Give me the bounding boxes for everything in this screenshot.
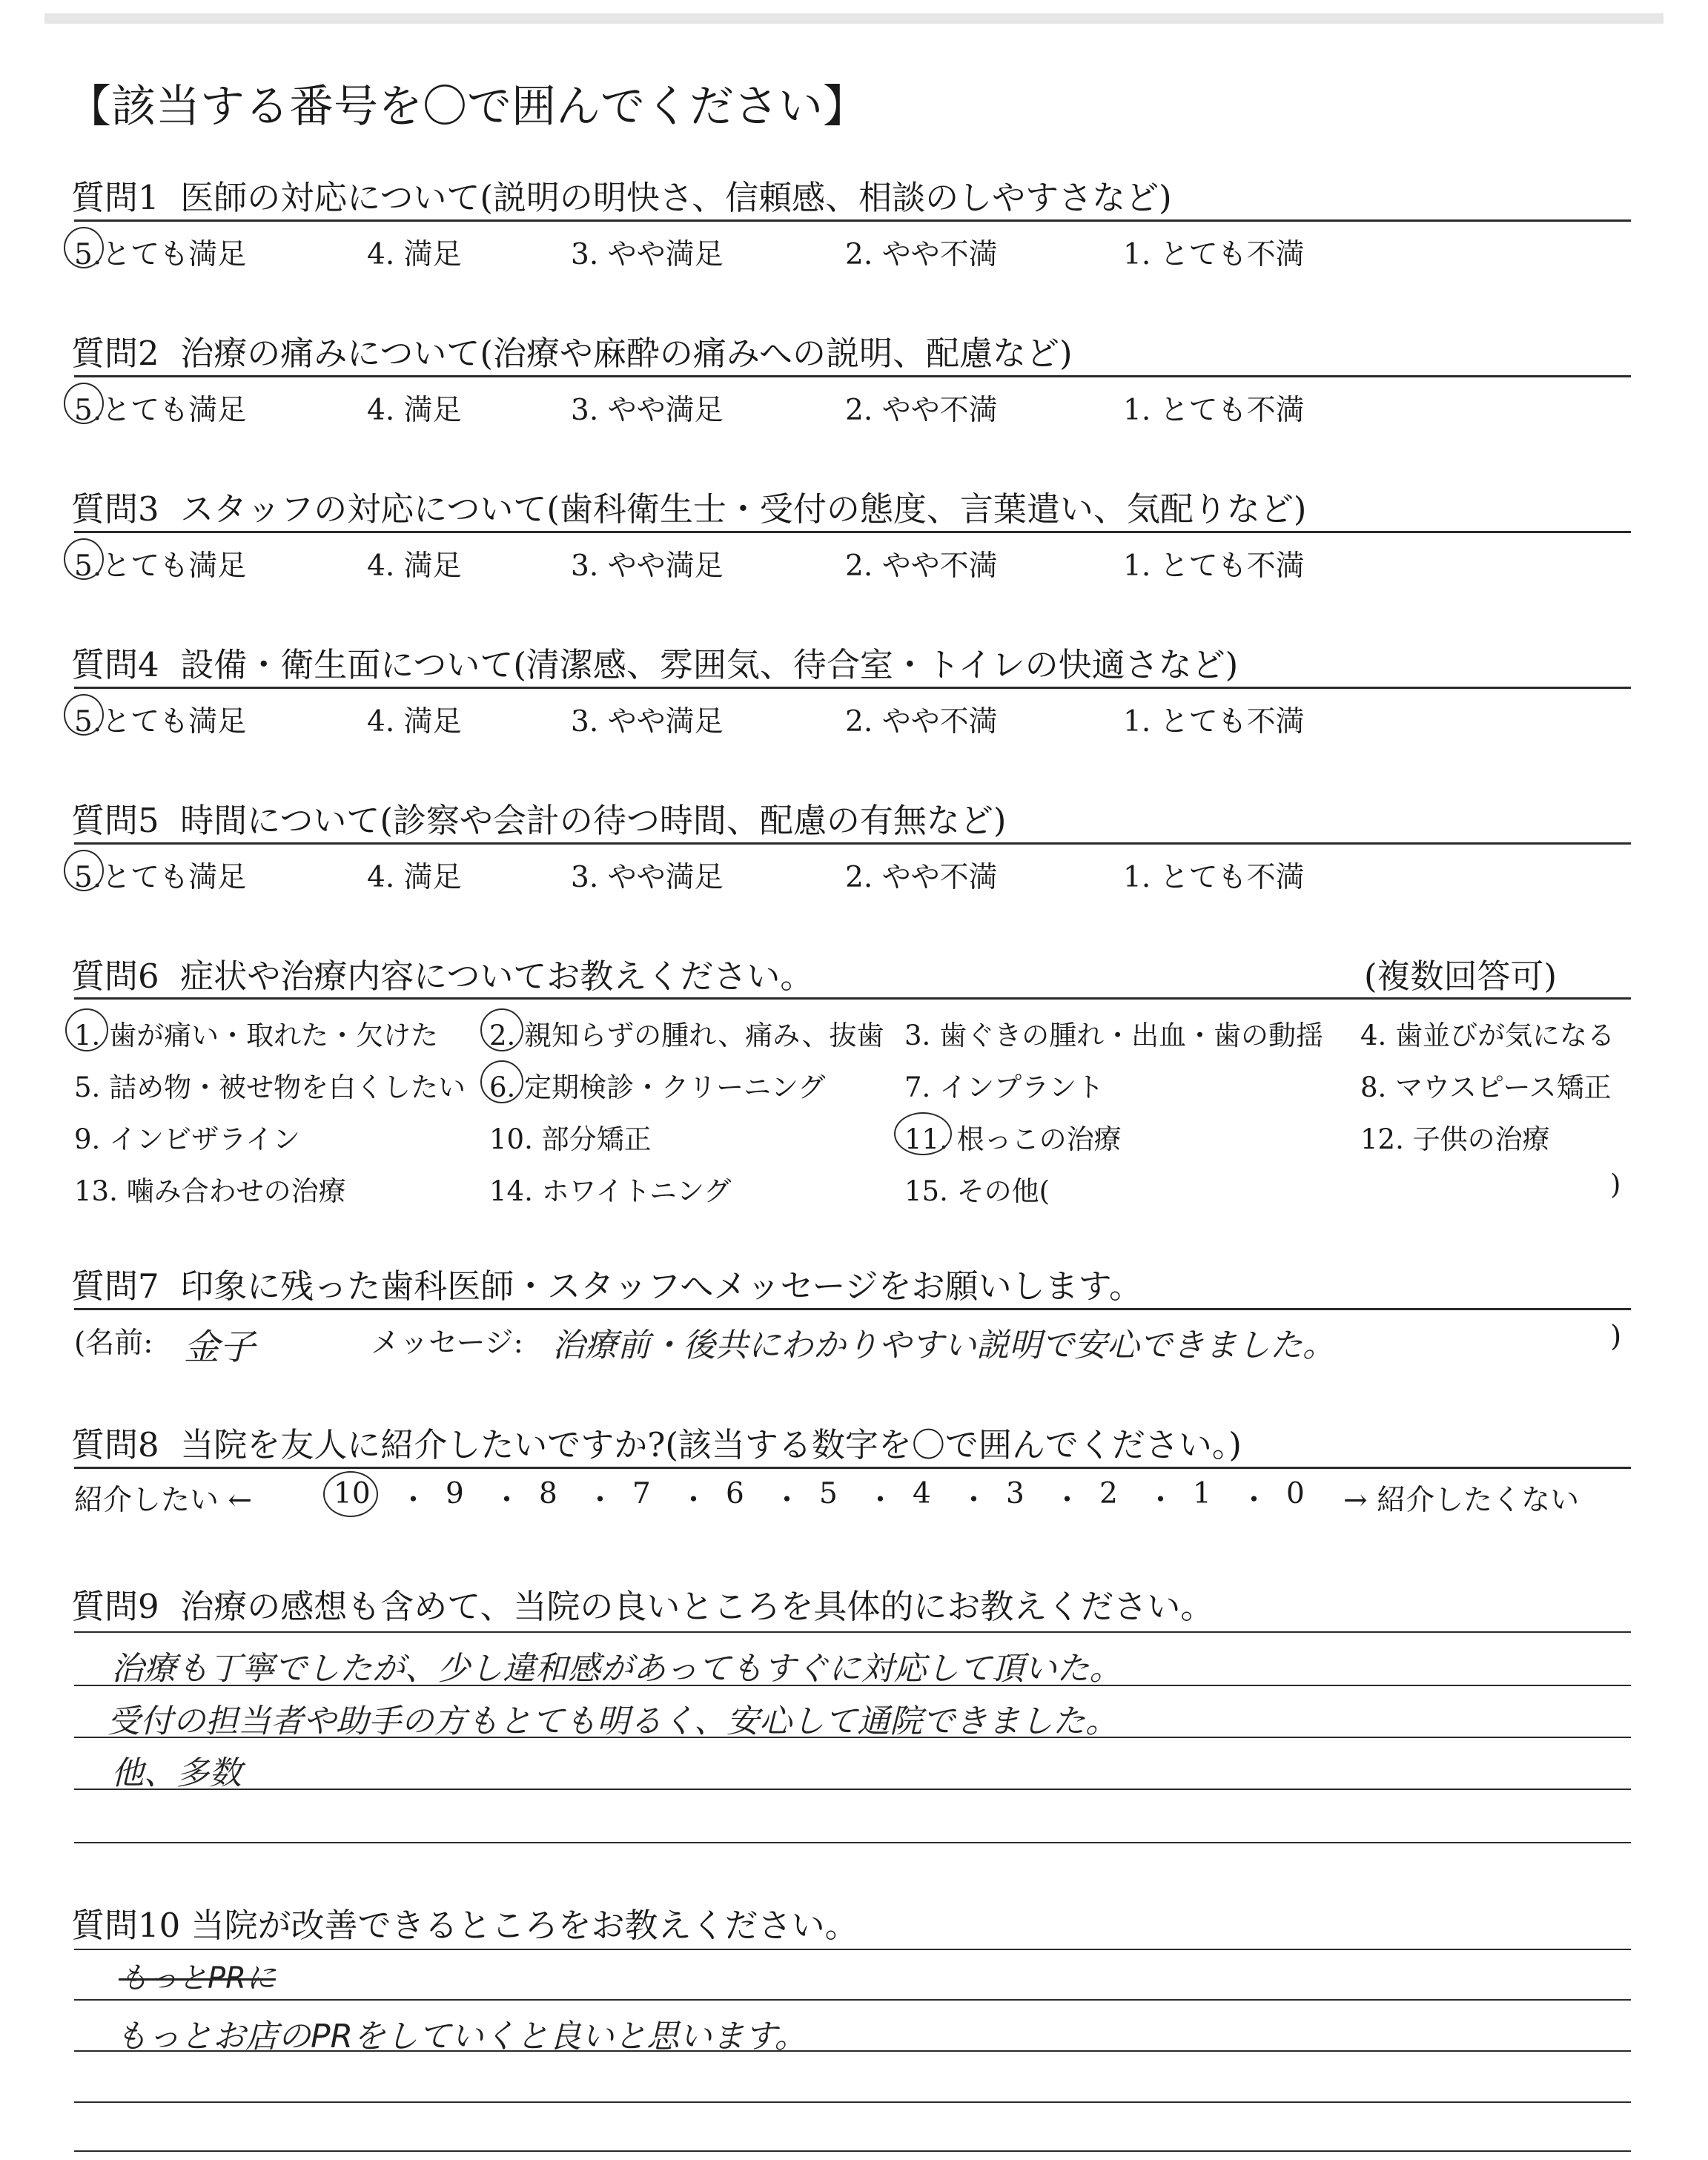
rating-option[interactable]: 2. やや不満 xyxy=(845,238,998,271)
q8-rule xyxy=(74,1467,1631,1469)
rating-option[interactable]: 4. 満足 xyxy=(367,705,462,739)
q7-close-paren: ) xyxy=(1610,1320,1622,1353)
selected-circle-mark xyxy=(64,538,104,580)
q8-label: 質問8 xyxy=(71,1425,159,1464)
question-text: 設備・衛生面について(清潔感、雰囲気、待合室・トイレの快適さなど) xyxy=(180,645,1239,684)
q6-text: 症状や治療内容についてお教えください。 xyxy=(180,957,814,996)
q9-text: 治療の感想も含めて、当院の良いところを具体的にお教えください。 xyxy=(180,1587,1214,1626)
scale-separator: ・ xyxy=(586,1484,615,1517)
rating-option[interactable]: 4. 満足 xyxy=(367,861,462,894)
scale-separator: ・ xyxy=(1146,1484,1176,1517)
q10-text: 当院が改善できるところをお教えください。 xyxy=(191,1906,858,1945)
q6-option[interactable]: 11. 根っこの治療 xyxy=(904,1123,1122,1155)
rating-option[interactable]: 4. 満足 xyxy=(367,394,462,427)
rating-option[interactable]: 4. 満足 xyxy=(367,549,462,583)
question-rule xyxy=(74,531,1631,533)
q7-rule xyxy=(74,1308,1631,1310)
scale-number[interactable]: 7 xyxy=(632,1477,651,1510)
q10-label: 質問10 xyxy=(71,1906,181,1945)
rating-option[interactable]: 5.とても満足 xyxy=(74,238,247,271)
scale-number[interactable]: 4 xyxy=(913,1477,931,1510)
q6-option[interactable]: 2. 親知らずの腫れ、痛み、抜歯 xyxy=(489,1020,884,1051)
q8-text: 当院を友人に紹介したいですか?(該当する数字を〇で囲んでください。) xyxy=(180,1425,1242,1464)
question-text: 時間について(診察や会計の待つ時間、配慮の有無など) xyxy=(180,801,1007,840)
q10-answer: もっとお店のPRをしていくと良いと思います。 xyxy=(115,2018,807,2055)
q9-heading xyxy=(71,1579,1214,1628)
question-label: 質問3 xyxy=(71,489,159,529)
scale-number[interactable]: 5 xyxy=(819,1477,838,1510)
q6-option[interactable]: 13. 噛み合わせの治療 xyxy=(74,1175,346,1207)
q6-label: 質問6 xyxy=(71,957,159,996)
question-rule xyxy=(74,842,1631,845)
rating-option[interactable]: 1. とても不満 xyxy=(1123,861,1305,894)
q6-option[interactable]: 7. インプラント xyxy=(904,1071,1105,1103)
question-text: 治療の痛みについて(治療や麻酔の痛みへの説明、配慮など) xyxy=(180,334,1073,373)
scale-separator: ・ xyxy=(1053,1484,1082,1517)
q6-option[interactable]: 10. 部分矯正 xyxy=(489,1123,652,1155)
selected-circle-mark xyxy=(480,1060,523,1103)
q9-answer-line: 治療も丁寧でしたが、少し違和感があってもすぐに対応して頂いた。 xyxy=(111,1650,1122,1688)
scale-number[interactable]: 0 xyxy=(1286,1477,1305,1510)
question-label: 質問4 xyxy=(71,645,159,684)
q7-label: 質問7 xyxy=(71,1266,159,1306)
q7-name-label: (名前: xyxy=(74,1327,153,1360)
q7-heading xyxy=(71,1259,1142,1307)
rating-option[interactable]: 2. やや不満 xyxy=(845,549,998,583)
rating-option[interactable]: 3. やや満足 xyxy=(571,549,724,583)
rating-option[interactable]: 5.とても満足 xyxy=(74,861,247,894)
scale-separator: ・ xyxy=(866,1484,896,1517)
q6-option[interactable]: 15. その他( xyxy=(904,1175,1050,1207)
scale-separator: ・ xyxy=(959,1484,989,1517)
q9-line xyxy=(74,1789,1631,1790)
rating-option[interactable]: 1. とても不満 xyxy=(1123,705,1305,739)
q10-line xyxy=(74,1999,1631,2001)
q10-line xyxy=(74,2150,1631,2152)
selected-circle-mark xyxy=(64,227,104,268)
q6-option[interactable]: 9. インビザライン xyxy=(74,1123,300,1155)
selected-circle-mark xyxy=(894,1112,952,1155)
scale-number[interactable]: 1 xyxy=(1193,1477,1211,1510)
q10-line xyxy=(74,2101,1631,2103)
rating-option[interactable]: 2. やや不満 xyxy=(845,394,998,427)
q7-name-value: 金子 xyxy=(184,1327,256,1368)
question-rule xyxy=(74,687,1631,689)
q6-option[interactable]: 14. ホワイトニング xyxy=(489,1175,732,1207)
q6-note: (複数回答可) xyxy=(1364,957,1558,996)
q6-rule xyxy=(74,997,1631,1000)
q6-option[interactable]: 8. マウスピース矯正 xyxy=(1360,1071,1612,1103)
rating-option[interactable]: 2. やや不満 xyxy=(845,861,998,894)
selected-circle-mark xyxy=(64,694,104,736)
scale-separator: ・ xyxy=(492,1484,522,1517)
scale-number[interactable]: 6 xyxy=(726,1477,744,1510)
q10-heading xyxy=(71,1898,858,1946)
scan-top-edge xyxy=(44,13,1664,24)
rating-option[interactable]: 5.とても満足 xyxy=(74,549,247,583)
question-text: 医師の対応について(説明の明快さ、信頼感、相談のしやすさなど) xyxy=(180,178,1172,217)
selected-circle-mark xyxy=(480,1008,523,1051)
q8-left-label: 紹介したい ← xyxy=(74,1484,253,1517)
q9-label: 質問9 xyxy=(71,1587,159,1626)
selected-circle-mark xyxy=(323,1471,378,1517)
q9-answer-line: 受付の担当者や助手の方もとても明るく、安心して通院できました。 xyxy=(107,1702,1119,1740)
q6-option[interactable]: 1. 歯が痛い・取れた・欠けた xyxy=(74,1020,439,1051)
rating-option[interactable]: 5.とても満足 xyxy=(74,394,247,427)
page-title: 【該当する番号を〇で囲んでください】 xyxy=(67,81,867,133)
question-rule xyxy=(74,219,1631,222)
q7-message-value: 治療前・後共にわかりやすい説明で安心できました。 xyxy=(552,1327,1335,1364)
q7-text: 印象に残った歯科医師・スタッフへメッセージをお願いします。 xyxy=(180,1266,1143,1306)
q6-option[interactable]: 12. 子供の治療 xyxy=(1360,1123,1550,1155)
rating-option[interactable]: 3. やや満足 xyxy=(571,394,724,427)
scale-separator: ・ xyxy=(679,1484,709,1517)
other-close-paren: ) xyxy=(1610,1169,1621,1200)
rating-option[interactable]: 5.とても満足 xyxy=(74,705,247,739)
question-label: 質問5 xyxy=(71,801,159,840)
selected-circle-mark xyxy=(64,850,104,891)
q6-option[interactable]: 3. 歯ぐきの腫れ・出血・歯の動揺 xyxy=(904,1020,1324,1051)
q6-option[interactable]: 6. 定期検診・クリーニング xyxy=(489,1071,826,1103)
question-heading xyxy=(71,171,1172,219)
question-heading xyxy=(71,638,1238,686)
question-text: スタッフの対応について(歯科衛生士・受付の態度、言葉遣い、気配りなど) xyxy=(180,489,1307,529)
rating-option[interactable]: 2. やや不満 xyxy=(845,705,998,739)
selected-circle-mark xyxy=(65,1008,108,1051)
scale-number[interactable]: 9 xyxy=(446,1477,464,1510)
q10-line xyxy=(74,1949,1631,1950)
rating-option[interactable]: 1. とても不満 xyxy=(1123,549,1305,583)
scale-separator: ・ xyxy=(399,1484,428,1517)
q6-heading xyxy=(71,949,813,997)
question-heading xyxy=(71,793,1006,842)
rating-option[interactable]: 1. とても不満 xyxy=(1123,394,1305,427)
question-heading xyxy=(71,326,1073,374)
q9-line xyxy=(74,1842,1631,1843)
question-heading xyxy=(71,482,1306,530)
q8-heading xyxy=(71,1418,1242,1466)
q8-right-label: → 紹介したくない xyxy=(1343,1484,1580,1517)
q7-message-label: メッセージ: xyxy=(371,1327,523,1360)
q9-line xyxy=(74,1631,1631,1633)
question-rule xyxy=(74,375,1631,377)
rating-option[interactable]: 3. やや満足 xyxy=(571,705,724,739)
q9-answer-line: 他、多数 xyxy=(111,1754,242,1792)
q6-option[interactable]: 4. 歯並びが気になる xyxy=(1360,1020,1615,1051)
scale-number[interactable]: 10 xyxy=(334,1477,371,1510)
scale-number[interactable]: 2 xyxy=(1099,1477,1118,1510)
rating-option[interactable]: 3. やや満足 xyxy=(571,238,724,271)
q6-option[interactable]: 5. 詰め物・被せ物を白くしたい xyxy=(74,1071,466,1103)
rating-option[interactable]: 1. とても不満 xyxy=(1123,238,1305,271)
scale-separator: ・ xyxy=(772,1484,802,1517)
selected-circle-mark xyxy=(64,383,104,424)
q10-struck-text: もっとPRに xyxy=(119,1961,276,1995)
rating-option[interactable]: 3. やや満足 xyxy=(571,861,724,894)
scale-number[interactable]: 3 xyxy=(1006,1477,1025,1510)
scale-separator: ・ xyxy=(1239,1484,1269,1517)
question-label: 質問1 xyxy=(71,178,159,217)
scale-number[interactable]: 8 xyxy=(539,1477,557,1510)
question-label: 質問2 xyxy=(71,334,159,373)
rating-option[interactable]: 4. 満足 xyxy=(367,238,462,271)
